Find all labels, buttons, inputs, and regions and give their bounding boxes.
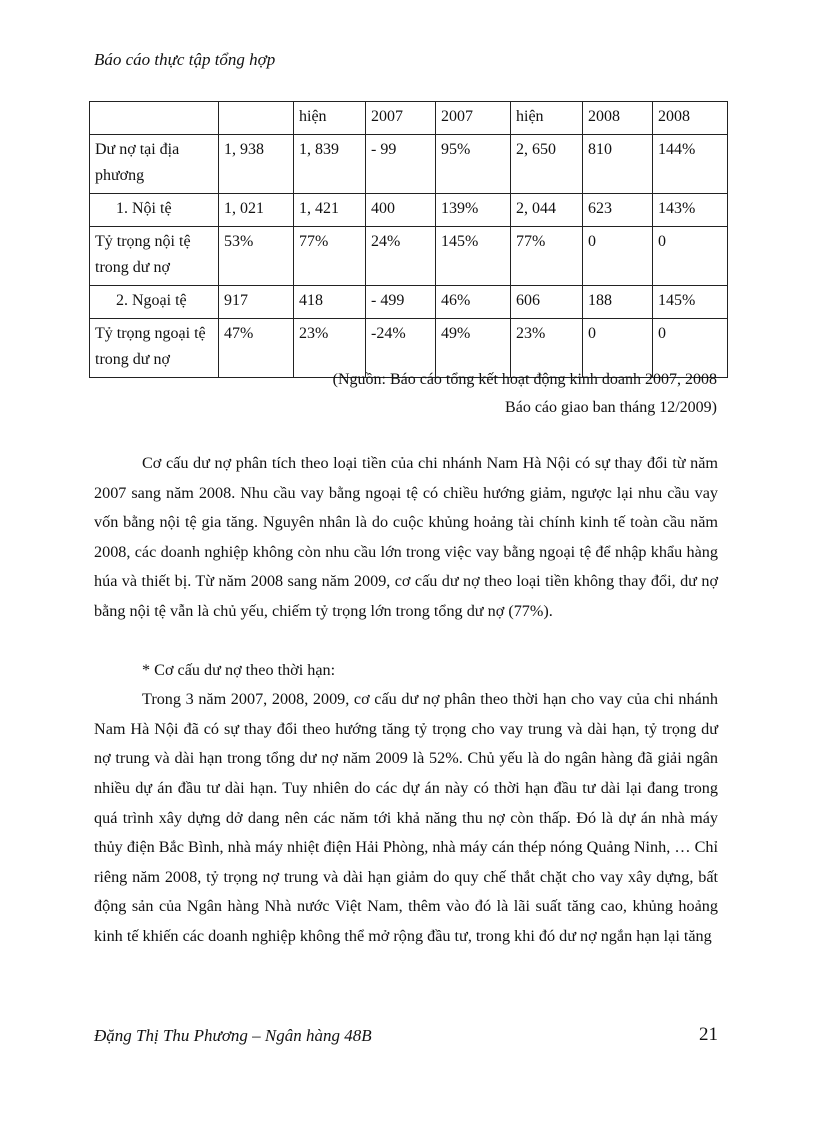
table-row: [90, 286, 728, 319]
table-cell: - 499: [366, 286, 436, 319]
table-cell: 46%: [436, 286, 511, 319]
table-cell: - 99: [366, 135, 436, 194]
table-row: [90, 194, 728, 227]
table-cell: 2007: [436, 102, 511, 135]
row-label: Tỷ trọng ngoại tệ trong dư nợ: [90, 319, 219, 378]
table-cell: [90, 102, 219, 135]
table-cell: 0: [653, 227, 728, 286]
section-subheading: * Cơ cấu dư nợ theo thời hạn:: [142, 660, 336, 679]
table-cell: 145%: [436, 227, 511, 286]
table-cell: 418: [294, 286, 366, 319]
table-cell: 95%: [436, 135, 511, 194]
table-cell: 24%: [366, 227, 436, 286]
table-cell: 1, 021: [219, 194, 294, 227]
table-cell: [219, 102, 294, 135]
table-cell: hiện: [294, 102, 366, 135]
table-cell: 606: [511, 286, 583, 319]
table-cell: 47%: [219, 319, 294, 378]
row-label: 1. Nội tệ: [90, 194, 219, 227]
table-cell: 2008: [583, 102, 653, 135]
table-cell: 0: [583, 319, 653, 378]
table-row: [90, 102, 728, 135]
row-label: Tỷ trọng nội tệ trong dư nợ: [90, 227, 219, 286]
table-cell: hiện: [511, 102, 583, 135]
table-source-note: [333, 366, 717, 422]
table-cell: 1, 938: [219, 135, 294, 194]
body-text: [94, 449, 718, 952]
table-cell: 0: [583, 227, 653, 286]
paragraph: Trong 3 năm 2007, 2008, 2009, cơ cấu dư nợ phân theo thời hạn cho vay của chi nhánh Nam Hà Nội đã có sự thay đổi theo hướng tăng tỷ trọng cho vay trung và dài hạn, tỷ trọng dư nợ trung và dài hạn trong tổng dư nợ năm 2009 là 52%. Chủ yếu là do ngân hàng đã giải ngân nhiều dự án đầu tư dài hạn. Tuy nhiên do các dự án này có thời hạn đầu tư dài lại đang trong quá trình xây dựng dở dang nên các năm tới khả năng thu nợ còn thấp. Đó là dự án nhà máy thủy điện Bắc Bình, nhà máy nhiệt điện Hải Phòng, nhà máy cán thép nóng Quảng Ninh, … Chỉ riêng năm 2008, tỷ trọng nợ trung và dài hạn giảm do quy chế thắt chặt cho vay xây dựng, bất động sản của Ngân hàng Nhà nước Việt Nam, thêm vào đó là lãi suất tăng cao, khủng hoảng kinh tế khiến các doanh nghiệp không thể mở rộng đầu tư, trong khi đó dư nợ ngắn hạn lại tăng: [94, 690, 718, 945]
loan-currency-table: [89, 101, 728, 378]
source-line: (Nguồn: Báo cáo tổng kết hoạt động kinh doanh 2007, 2008: [332, 371, 717, 388]
table-cell: 144%: [653, 135, 728, 194]
table-cell: 623: [583, 194, 653, 227]
table-cell: 139%: [436, 194, 511, 227]
table-cell: 23%: [294, 319, 366, 378]
table-cell: 143%: [653, 194, 728, 227]
page-number: 21: [699, 1024, 718, 1045]
table-cell: 1, 421: [294, 194, 366, 227]
row-label: 2. Ngoại tệ: [90, 286, 219, 319]
table-cell: 49%: [436, 319, 511, 378]
table-row: [90, 227, 728, 286]
table-cell: 400: [366, 194, 436, 227]
table-cell: 2007: [366, 102, 436, 135]
table-cell: 77%: [511, 227, 583, 286]
footer-author: Đặng Thị Thu Phương – Ngân hàng 48B: [94, 1026, 372, 1045]
paragraph: Cơ cấu dư nợ phân tích theo loại tiền của chi nhánh Nam Hà Nội có sự thay đổi từ năm 2007 sang năm 2008. Nhu cầu vay bằng ngoại tệ có chiều hướng giảm, ngược lại nhu cầu vay vốn bằng nội tệ gia tăng. Nguyên nhân là do cuộc khủng hoảng tài chính kinh tế toàn cầu năm 2008, các doanh nghiệp không còn nhu cầu lớn trong việc vay bằng ngoại tệ để nhập khẩu hàng húa và thiết bị. Từ năm 2008 sang năm 2009, cơ cấu dư nợ theo loại tiền không thay đổi, dư nợ bằng nội tệ vẫn là chủ yếu, chiếm tỷ trọng lớn trong tổng dư nợ (77%).: [94, 454, 718, 620]
table-cell: -24%: [366, 319, 436, 378]
table-cell: 810: [583, 135, 653, 194]
table-cell: 53%: [219, 227, 294, 286]
table-cell: 917: [219, 286, 294, 319]
table-row: [90, 135, 728, 194]
table-cell: 1, 839: [294, 135, 366, 194]
table-cell: 2008: [653, 102, 728, 135]
table-cell: 2, 650: [511, 135, 583, 194]
source-line: Báo cáo giao ban tháng 12/2009): [505, 399, 717, 416]
table-cell: 23%: [511, 319, 583, 378]
table-cell: 188: [583, 286, 653, 319]
table-cell: 2, 044: [511, 194, 583, 227]
page-header-title: Báo cáo thực tập tổng hợp: [94, 50, 276, 69]
table-cell: 0: [653, 319, 728, 378]
table-cell: 77%: [294, 227, 366, 286]
table-cell: 145%: [653, 286, 728, 319]
row-label: Dư nợ tại địa phương: [90, 135, 219, 194]
